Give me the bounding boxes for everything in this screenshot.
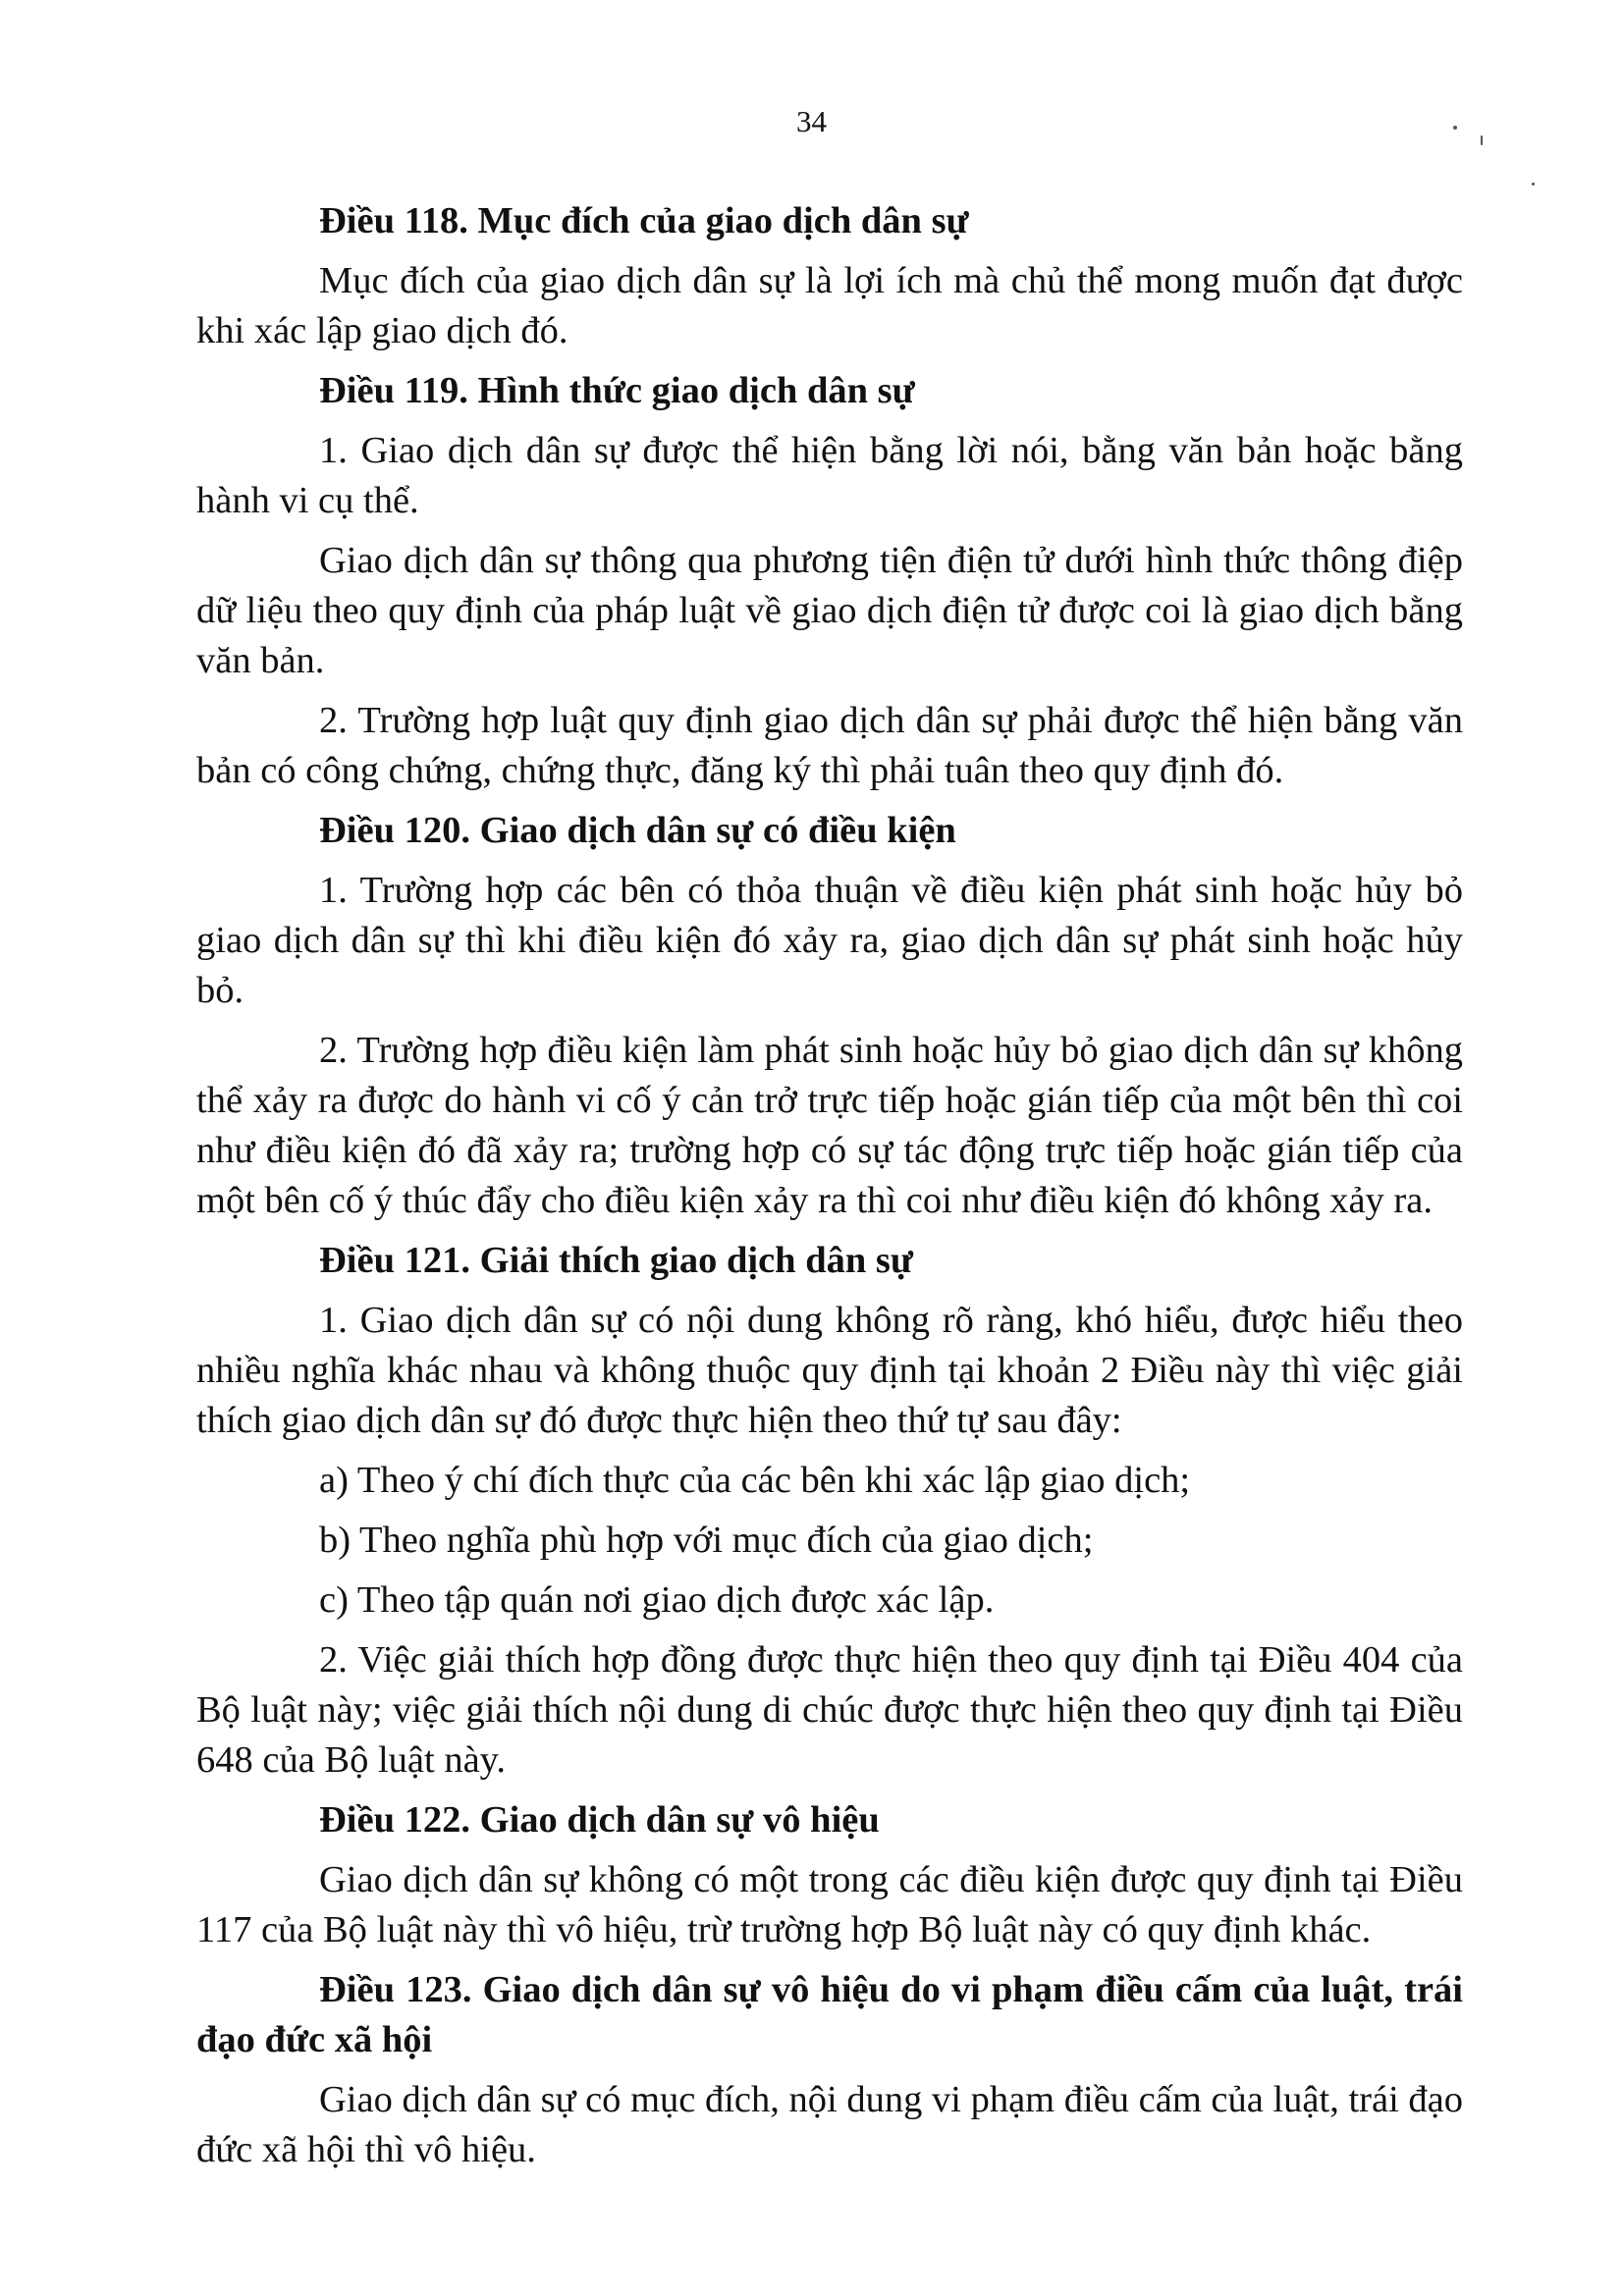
paragraph: 2. Việc giải thích hợp đồng được thực hiện theo quy định tại Điều 404 của Bộ luật này; việc giải thích nội dung di chúc được thực hiện theo quy định tại Điều 648 của Bộ luật này.	[196, 1639, 1463, 1781]
paragraph: 1. Trường hợp các bên có thỏa thuận về điều kiện phát sinh hoặc hủy bỏ giao dịch dân sự thì khi điều kiện đó xảy ra, giao dịch dân sự phát sinh hoặc hủy bỏ.	[196, 870, 1463, 1011]
list-item: c) Theo tập quán nơi giao dịch được xác lập.	[319, 1579, 995, 1621]
article-heading: Điều 120. Giao dịch dân sự có điều kiện	[319, 810, 956, 851]
article-heading: Điều 119. Hình thức giao dịch dân sự	[319, 370, 915, 411]
page-number: 34	[796, 104, 827, 138]
article-122	[196, 1795, 1463, 1955]
list-item: a) Theo ý chí đích thực của các bên khi xác lập giao dịch;	[319, 1460, 1191, 1501]
paragraph: 1. Giao dịch dân sự được thể hiện bằng lời nói, bằng văn bản hoặc bằng hành vi cụ thể.	[196, 430, 1463, 521]
paragraph: 1. Giao dịch dân sự có nội dung không rõ ràng, khó hiểu, được hiểu theo nhiều nghĩa khác nhau và không thuộc quy định tại khoản 2 Điều này thì việc giải thích giao dịch dân sự đó được thực hiện theo thứ tự sau đây:	[196, 1300, 1463, 1441]
article-121	[196, 1236, 1463, 1786]
paragraph: 2. Trường hợp luật quy định giao dịch dân sự phải được thể hiện bằng văn bản có công chứng, chứng thực, đăng ký thì phải tuân theo quy định đó.	[196, 700, 1463, 791]
article-120	[196, 806, 1463, 1226]
list-item: b) Theo nghĩa phù hợp với mục đích của giao dịch;	[319, 1520, 1094, 1561]
article-119	[196, 366, 1463, 796]
article-heading: Điều 123. Giao dịch dân sự vô hiệu do vi phạm điều cấm của luật, trái đạo đức xã hội	[196, 1969, 1463, 2060]
document-body	[196, 196, 1463, 2185]
article-heading: Điều 118. Mục đích của giao dịch dân sự	[319, 200, 969, 241]
paragraph: 2. Trường hợp điều kiện làm phát sinh hoặc hủy bỏ giao dịch dân sự không thể xảy ra được do hành vi cố ý cản trở trực tiếp hoặc gián tiếp của một bên thì coi như điều kiện đó đã xảy ra; trường hợp có sự tác động trực tiếp hoặc gián tiếp của một bên cố ý thúc đẩy cho điều kiện xảy ra thì coi như điều kiện đó không xảy ra.	[196, 1030, 1463, 1221]
scan-speck	[1532, 183, 1535, 186]
paragraph: Giao dịch dân sự thông qua phương tiện điện tử dưới hình thức thông điệp dữ liệu theo quy định của pháp luật về giao dịch điện tử được coi là giao dịch bằng văn bản.	[196, 540, 1463, 681]
paragraph: Mục đích của giao dịch dân sự là lợi ích mà chủ thể mong muốn đạt được khi xác lập giao dịch đó.	[196, 260, 1463, 351]
scan-speck	[1481, 135, 1483, 145]
paragraph: Giao dịch dân sự có mục đích, nội dung vi phạm điều cấm của luật, trái đạo đức xã hội thì vô hiệu.	[196, 2079, 1463, 2170]
article-heading: Điều 121. Giải thích giao dịch dân sự	[319, 1240, 913, 1281]
article-118	[196, 196, 1463, 356]
article-heading: Điều 122. Giao dịch dân sự vô hiệu	[319, 1799, 880, 1841]
article-123	[196, 1965, 1463, 2175]
scan-speck	[1453, 126, 1457, 130]
paragraph: Giao dịch dân sự không có một trong các điều kiện được quy định tại Điều 117 của Bộ luật này thì vô hiệu, trừ trường hợp Bộ luật này có quy định khác.	[196, 1859, 1463, 1950]
